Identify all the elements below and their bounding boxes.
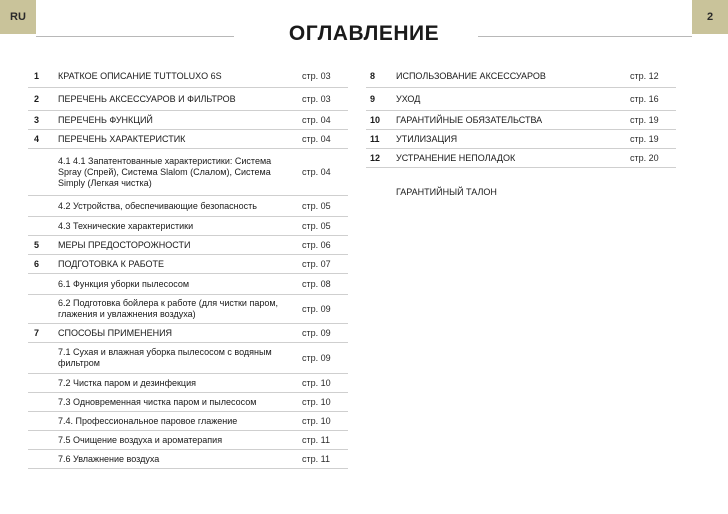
toc-entry: [28, 149, 348, 196]
toc-entry-page: стр. 06: [302, 239, 331, 250]
toc-entry-title: ГАРАНТИЙНЫЕ ОБЯЗАТЕЛЬСТВА: [396, 114, 543, 125]
toc-entry: [28, 255, 348, 274]
toc-entry: [366, 130, 676, 149]
toc-entry: [28, 295, 348, 324]
toc-entry-title: ПОДГОТОВКА К РАБОТЕ: [58, 258, 165, 269]
toc-entry-title: 7.1 Сухая и влажная уборка пылесосом с водяным фильтром: [58, 347, 272, 368]
toc-entry-page: стр. 20: [630, 152, 659, 163]
toc-entry: [28, 196, 348, 217]
toc-entry-title: ПЕРЕЧЕНЬ ХАРАКТЕРИСТИК: [58, 133, 186, 144]
toc-entry-title: ГАРАНТИЙНЫЙ ТАЛОН: [396, 187, 497, 197]
toc-entry-title: 7.5 Очищение воздуха и ароматерапия: [58, 434, 223, 445]
toc-entry-page: стр. 16: [630, 93, 659, 104]
toc-entry: [366, 88, 676, 111]
toc-entry: [28, 88, 348, 111]
toc-entry-page: стр. 09: [302, 303, 331, 314]
toc-entry-page: стр. 07: [302, 258, 331, 269]
toc-entry-title: МЕРЫ ПРЕДОСТОРОЖНОСТИ: [58, 239, 191, 250]
toc-entry: [28, 111, 348, 130]
toc-entry-title: 6.1 Функция уборки пылесосом: [58, 278, 190, 289]
toc-entry: [28, 274, 348, 295]
toc-entry-page: стр. 03: [302, 70, 331, 81]
toc-entry-page: стр. 19: [630, 133, 659, 144]
toc-entry-title: ПЕРЕЧЕНЬ ФУНКЦИЙ: [58, 114, 153, 125]
toc-entry-page: стр. 12: [630, 70, 659, 81]
toc-entry-title: ИСПОЛЬЗОВАНИЕ АКСЕССУАРОВ: [396, 70, 546, 81]
toc-entry-number: 6: [34, 258, 40, 269]
toc-entry-page: стр. 11: [302, 453, 330, 464]
toc-entry-page: стр. 03: [302, 93, 331, 104]
toc-entry: [28, 374, 348, 393]
toc-entry-number: 11: [370, 133, 380, 144]
toc-entry-number: 4: [34, 133, 40, 144]
toc-entry: [28, 130, 348, 149]
toc-entry-page: стр. 04: [302, 114, 331, 125]
toc-entry-page: стр. 09: [302, 352, 331, 363]
toc-entry: [366, 65, 676, 88]
toc-entry-number: 9: [370, 93, 376, 104]
toc-entry: [28, 65, 348, 88]
toc-entry-title: 4.3 Технические характеристики: [58, 220, 194, 231]
toc-entry-page: стр. 10: [302, 396, 331, 407]
toc-entry: [28, 431, 348, 450]
toc-entry-title: КРАТКОЕ ОПИСАНИЕ TUTTOLUXO 6S: [58, 70, 222, 81]
toc-entry-title: 7.6 Увлажнение воздуха: [58, 453, 160, 464]
toc-entry-number: 3: [34, 114, 40, 125]
toc-entry: [28, 393, 348, 412]
toc-entry-title: 7.4. Профессиональное паровое глажение: [58, 415, 238, 426]
toc-entry-page: стр. 09: [302, 327, 331, 338]
toc-entry-number: 12: [370, 152, 381, 163]
toc-entry-title: УХОД: [396, 93, 421, 104]
toc-entry-number: 2: [34, 93, 40, 104]
toc-entry-number: 8: [370, 70, 376, 81]
toc-entry-title: 6.2 Подготовка бойлера к работе (для чистки паром, глажения и увлажнения воздуха): [58, 298, 279, 319]
toc-entry-title: ПЕРЕЧЕНЬ АКСЕССУАРОВ И ФИЛЬТРОВ: [58, 93, 236, 104]
toc-entry: [28, 236, 348, 255]
toc-entry-number: 1: [34, 70, 40, 81]
toc-entry: [28, 412, 348, 431]
toc-entry: [28, 450, 348, 469]
toc-entry-page: стр. 10: [302, 415, 331, 426]
toc-entry-title: 7.2 Чистка паром и дезинфекция: [58, 377, 196, 388]
toc-entry-page: стр. 08: [302, 278, 331, 289]
toc-entry-number: 7: [34, 327, 40, 338]
toc-entry: [28, 324, 348, 343]
toc-entry-title: СПОСОБЫ ПРИМЕНЕНИЯ: [58, 327, 173, 338]
toc-entry-title: 4.2 Устройства, обеспечивающие безопасность: [58, 200, 257, 211]
toc-entry-title: 7.3 Одновременная чистка паром и пылесосом: [58, 396, 257, 407]
toc-entry-page: стр. 04: [302, 133, 331, 144]
toc-left-column: [28, 65, 348, 469]
toc-right-column: [366, 65, 676, 198]
page-number: 2: [706, 11, 714, 23]
language-label: RU: [10, 11, 26, 23]
toc-entry-page: стр. 10: [302, 377, 331, 388]
toc-entry-number: 5: [34, 239, 40, 250]
toc-entry: [28, 343, 348, 374]
toc-entry-number: 10: [370, 114, 381, 125]
toc-entry-page: стр. 04: [302, 166, 331, 177]
toc-entry: [366, 168, 676, 198]
toc-entry-title: УТИЛИЗАЦИЯ: [396, 133, 458, 144]
toc-entry-title: 4.1 4.1 Запатентованные характеристики: Система Spray (Спрей), Система Slalom (Слалом), Система Simply (Легкая чистка): [58, 155, 272, 188]
toc-entry-page: стр. 11: [302, 434, 330, 445]
page-title: ОГЛАВЛЕНИЕ: [288, 22, 440, 45]
toc-entry-page: стр. 05: [302, 220, 331, 231]
toc-entry-title: УСТРАНЕНИЕ НЕПОЛАДОК: [396, 152, 516, 163]
toc-entry-page: стр. 19: [630, 114, 659, 125]
toc-entry: [28, 217, 348, 236]
toc-entry: [366, 149, 676, 168]
toc-entry: [366, 111, 676, 130]
toc-entry-page: стр. 05: [302, 200, 331, 211]
